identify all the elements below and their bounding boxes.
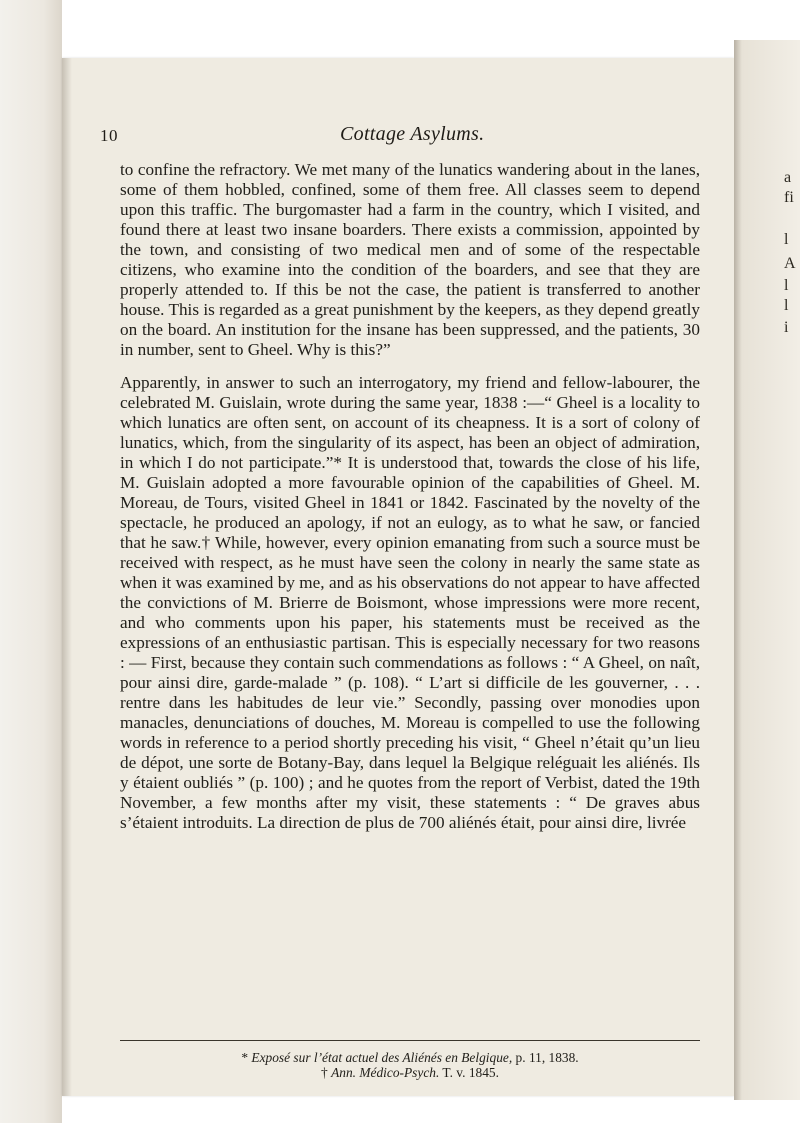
- body-text: [120, 160, 700, 833]
- facing-page-fragment: l: [784, 231, 789, 248]
- running-head: [100, 123, 720, 150]
- footnote-rule: [120, 1040, 700, 1041]
- footnote-title: Ann. Médico-Psych.: [331, 1065, 440, 1080]
- paragraph: to confine the refractory. We met many of the lunatics wandering about in the lanes, some of them hobbled, confined, some of them free. All classes seem to depend upon this traffic. The burgomaster had a farm in the country, which I visited, and found there at least two insane boarders. There exists a commission, appointed by the town, and consisting of two medical men and of some of the respectable citizens, who examine into the condition of the boarders, and see that they are properly attended to. If this be not the case, the patient is transferred to another house. This is regarded as a great punishment by the keepers, as they depend greatly on the board. An institution for the insane has been suppressed, and the patients, 30 in number, sent to Gheel. Why is this?”: [120, 160, 700, 359]
- scan-background: [0, 0, 62, 1123]
- facing-page-edge: [734, 40, 800, 1100]
- facing-page-fragment: l: [784, 277, 789, 294]
- facing-page-fragment: a: [784, 169, 792, 186]
- footnote-ref: T. v. 1845.: [442, 1065, 499, 1080]
- page-number: 10: [100, 126, 118, 145]
- footnote: [120, 1065, 700, 1080]
- facing-page-fragment: l: [784, 297, 789, 314]
- footnote-marker: *: [241, 1050, 249, 1065]
- footnotes: [120, 1050, 700, 1080]
- spine-shadow: [62, 58, 72, 1096]
- footnote-marker: †: [321, 1065, 328, 1080]
- facing-page-fragment: fi: [784, 189, 794, 206]
- paragraph: Apparently, in answer to such an interrogatory, my friend and fellow-labourer, the celebrated M. Guislain, wrote during the same year, 1838 :—“ Gheel is a locality to which lunatics are often sent, on account of its cheapness. It is a sort of colony of lunatics, which, from the singularity of its aspect, has been an object of admiration, in which I do not participate.”* It is understood that, towards the close of his life, M. Guislain adopted a more favourable opinion of the capabilities of Gheel. M. Moreau, de Tours, visited Gheel in 1841 or 1842. Fascinated by the novelty of the spectacle, he produced an apology, if not an eulogy, as to what he saw, or fancied that he saw.† While, however, every opinion emanating from such a source must be received with respect, as he must have seen the colony in nearly the same state as when it was examined by me, and as his observations do not appear to have affected the convictions of M. Brierre de Boismont, whose impressions were more recent, and who comments upon his paper, his statements must be received as the expressions of an enthusiastic partisan. This is especially necessary for two reasons : — First, because they contain such commendations as follows : “ A Gheel, on naît, pour ainsi dire, garde-malade ” (p. 108). “ L’art si difficile de les gouverner, . . . rentre dans les habitudes de leur vie.” Secondly, passing over monodies upon manacles, denunciations of douches, M. Moreau is compelled to use the following words in reference to a period shortly preceding his visit, “ Gheel n’était qu’un lieu de dépot, une sorte de Botany-Bay, dans lequel la Belgique reléguait les aliénés. Ils y étaient oubliés ” (p. 100) ; and he quotes from the report of Verbist, dated the 19th November, a few months after my visit, these statements : “ De graves abus s’étaient introduits. La direction de plus de 700 aliénés était, pour ainsi dire, livrée: [120, 373, 700, 832]
- facing-page-fragment: i: [784, 319, 789, 336]
- running-title: Cottage Asylums.: [340, 123, 485, 145]
- facing-page-fragment: A: [784, 255, 796, 272]
- footnote-ref: p. 11, 1838.: [515, 1050, 579, 1065]
- footnote-title: Exposé sur l’état actuel des Aliénés en Belgique,: [251, 1050, 513, 1065]
- footnote: [120, 1050, 700, 1065]
